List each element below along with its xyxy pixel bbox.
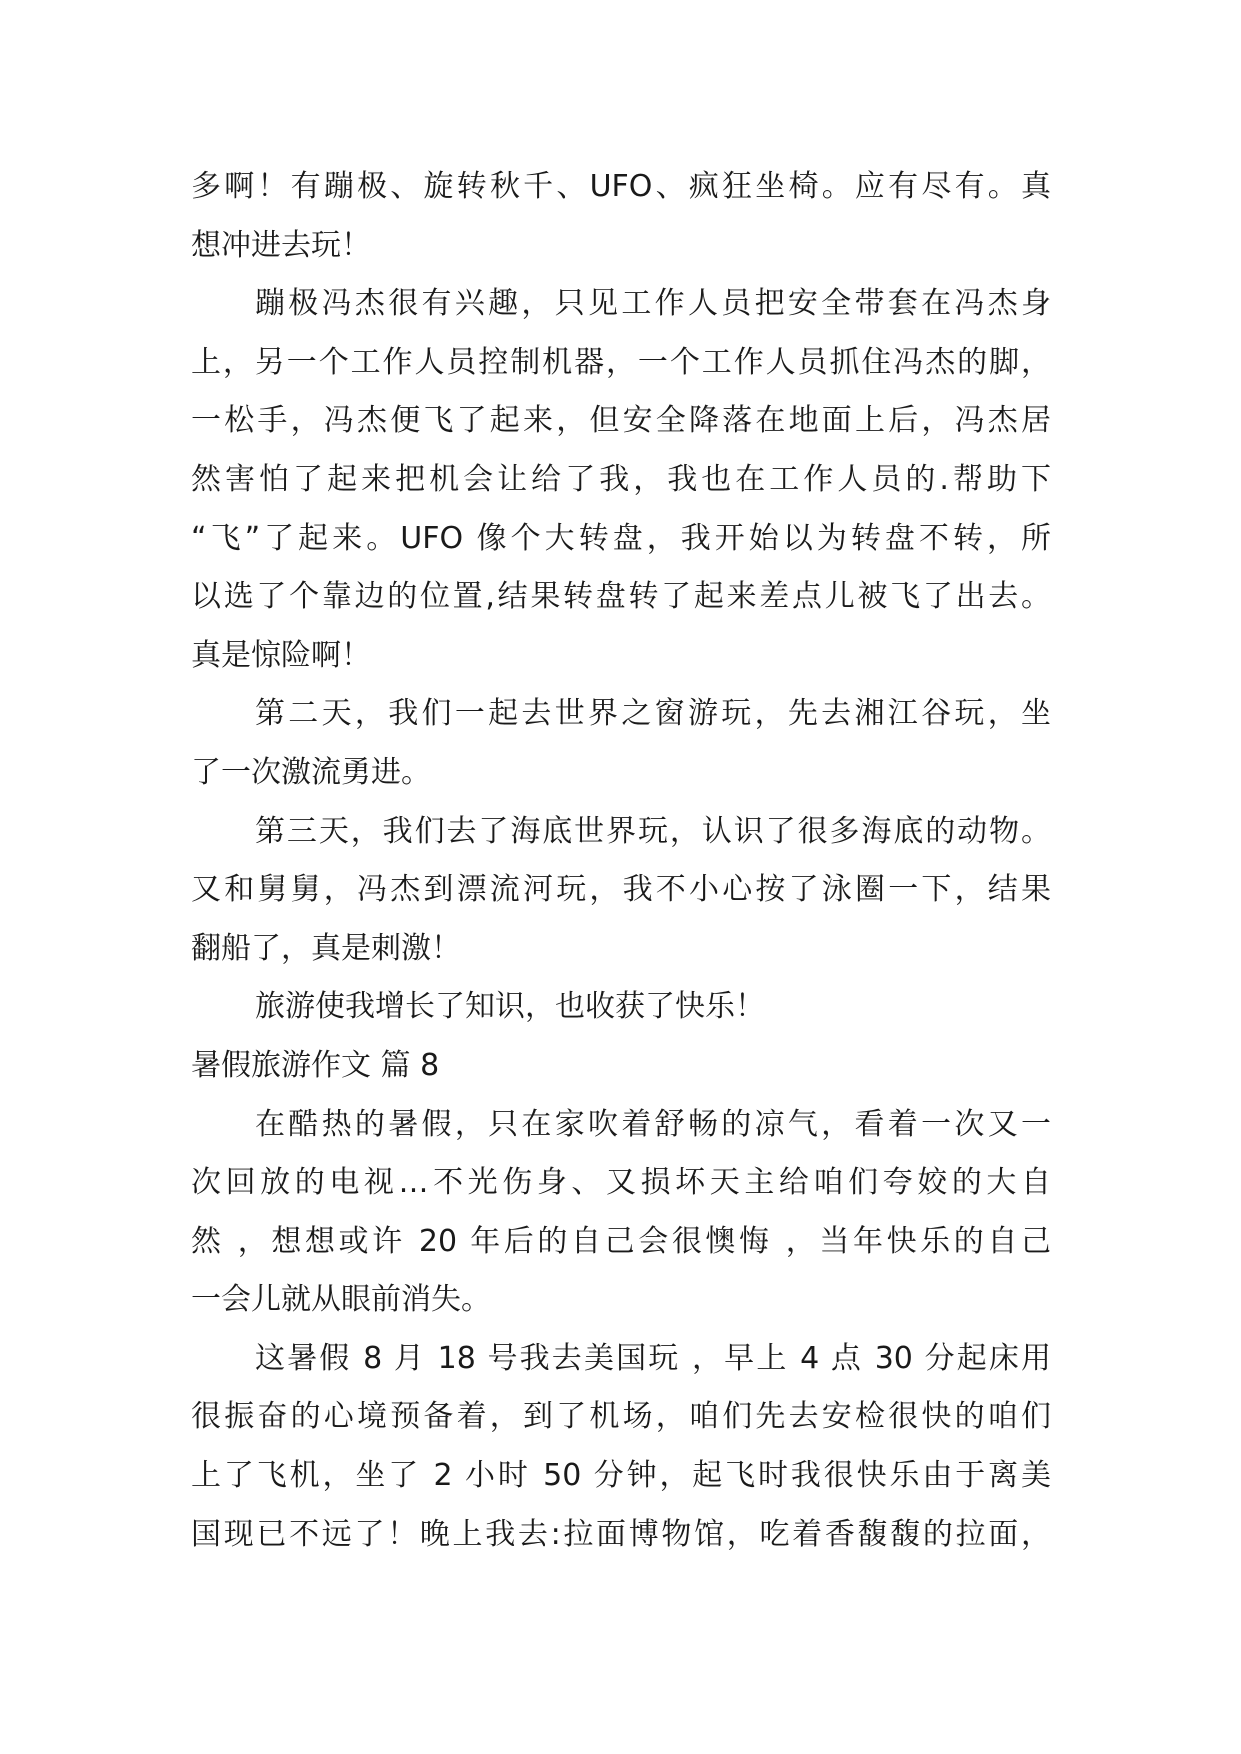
text-line: 又和舅舅，冯杰到漂流河玩，我不小心按了泳圈一下，结果 (191, 872, 1051, 908)
paragraph-start-line: 在酷热的暑假，只在家吹着舒畅的凉气，看着一次又一 (255, 1106, 1051, 1142)
text-line: 翻船了，真是刺激！ (191, 930, 461, 966)
paragraph-start-line: 第三天，我们去了海底世界玩，认识了很多海底的动物。 (255, 813, 1051, 849)
document-body (191, 158, 1051, 1564)
paragraph-start-line: 旅游使我增长了知识，也收获了快乐！ (255, 989, 765, 1025)
text-line: 一松手，冯杰便飞了起来，但安全降落在地面上后，冯杰居 (191, 403, 1051, 439)
section-heading: 暑假旅游作文 篇 8 (191, 1047, 440, 1083)
text-line: 上，另一个工作人员控制机器，一个工作人员抓住冯杰的脚， (191, 344, 1051, 380)
text-line: 多啊！有蹦极、旋转秋千、UFO、疯狂坐椅。应有尽有。真 (191, 169, 1051, 204)
text-line: 以选了个靠边的位置,结果转盘转了起来差点儿被飞了出去。 (191, 579, 1051, 615)
paragraph-start-line: 蹦极冯杰很有兴趣，只见工作人员把安全带套在冯杰身 (255, 286, 1051, 322)
text-line: 然 ，想想或许 20 年后的自己会很懊悔 ，当年快乐的自己 (191, 1223, 1051, 1259)
text-line: 了一次激流勇进。 (191, 754, 431, 790)
text-line: 国现已不远了！晚上我去:拉面博物馆，吃着香馥馥的拉面， (191, 1516, 1051, 1552)
text-line: 然害怕了起来把机会让给了我，我也在工作人员的.帮助下 (191, 461, 1051, 497)
paragraph-start-line: 第二天，我们一起去世界之窗游玩，先去湘江谷玩，坐 (255, 696, 1051, 732)
text-line: 上了飞机，坐了 2 小时 50 分钟，起飞时我很快乐由于离美 (191, 1458, 1051, 1494)
text-line: 想冲进去玩！ (191, 227, 371, 263)
text-line: 次回放的电视…不光伤身、又损坏天主给咱们夸姣的大自 (191, 1165, 1051, 1201)
text-line: 真是惊险啊！ (191, 637, 371, 673)
text-line: 很振奋的心境预备着，到了机场，咱们先去安检很快的咱们 (191, 1399, 1051, 1435)
paragraph-start-line: 这暑假 8 月 18 号我去美国玩 ，早上 4 点 30 分起床用 (255, 1340, 1051, 1376)
text-line: “飞”了起来。UFO 像个大转盘，我开始以为转盘不转，所 (191, 520, 1051, 556)
text-line: 一会儿就从眼前消失。 (191, 1282, 491, 1318)
